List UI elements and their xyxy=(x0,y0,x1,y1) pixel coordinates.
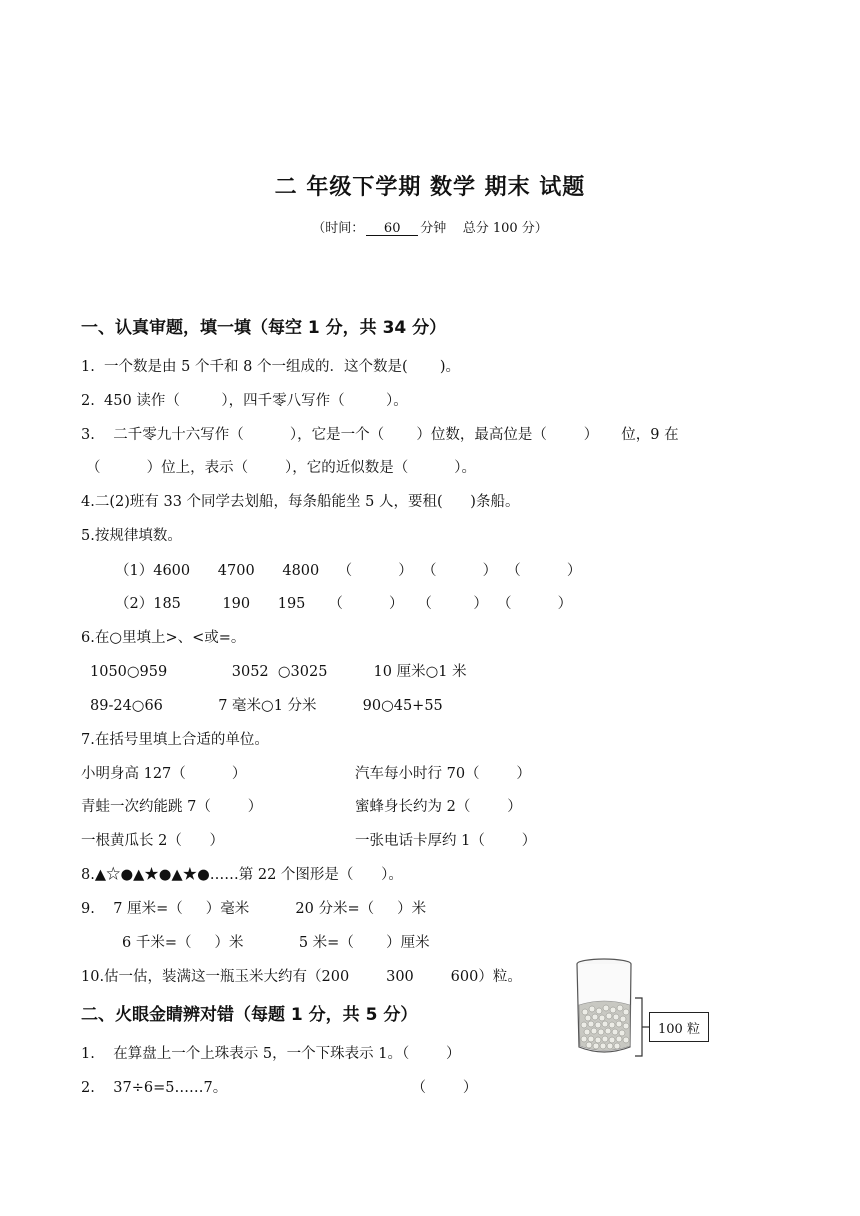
question-5: 5.按规律填数。 xyxy=(81,528,182,544)
question-4: 4.二(2)班有 33 个同学去划船，每条船能坐 5 人，要租( )条船。 xyxy=(81,494,520,510)
question-6: 6.在○里填上>、<或=。 xyxy=(81,630,246,646)
unit-item: 一张电话卡厚约 1（ ） xyxy=(355,833,537,849)
question-6-row-1: 1050○959 3052 ○3025 10 厘米○1 米 xyxy=(90,664,467,680)
jar-count-label: 100 粒 xyxy=(649,1012,709,1042)
question-9: 9. 7 厘米=（ ）毫米 20 分米=（ ）米 xyxy=(81,901,427,917)
unit-item: 一根黄瓜长 2（ ） xyxy=(81,833,224,849)
unit-item: 青蛙一次约能跳 7（ ） xyxy=(81,799,263,815)
question-6-row-2: 89-24○66 7 毫米○1 分米 90○45+55 xyxy=(90,698,443,714)
unit-item: 汽车每小时行 70（ ） xyxy=(355,766,531,782)
question-1: 1. 一个数是由 5 个千和 8 个一组成的．这个数是( )。 xyxy=(81,359,461,375)
exam-info xyxy=(0,222,860,236)
page-title: 二 年级下学期 数学 期末 试题 xyxy=(274,175,586,200)
total-score: 分钟 总分 100 分） xyxy=(420,221,548,236)
question-3: 3. 二千零九十六写作（ ），它是一个（ ）位数，最高位是（ ） 位，9 在 xyxy=(81,427,679,443)
judgment-1: 1. 在算盘上一个上珠表示 5，一个下珠表示 1。（ ） xyxy=(81,1046,461,1062)
section-2-heading: 二、火眼金睛辨对错（每题 1 分，共 5 分） xyxy=(81,1005,418,1025)
unit-item: 蜜蜂身长约为 2（ ） xyxy=(355,799,522,815)
question-5-part-1: （1）4600 4700 4800 （ ） （ ） （ ） xyxy=(115,563,582,579)
time-value: 60 xyxy=(366,222,418,236)
unit-item: 小明身高 127（ ） xyxy=(81,766,247,782)
section-1-heading: 一、认真审题，填一填（每空 1 分，共 34 分） xyxy=(81,318,447,338)
question-10: 10.估一估，装满这一瓶玉米大约有（200 300 600）粒。 xyxy=(81,969,522,985)
time-label: （时间： xyxy=(312,221,365,236)
corn-jar-image xyxy=(575,957,637,1061)
question-3-continued: （ ）位上，表示（ ），它的近似数是（ ）。 xyxy=(86,460,477,476)
judgment-2: 2. 37÷6=5……7。 （ ） xyxy=(81,1080,478,1096)
question-8: 8.▲☆●▲★●▲★●……第 22 个图形是（ ）。 xyxy=(81,867,403,883)
question-9-row-2: 6 千米=（ ）米 5 米=（ ）厘米 xyxy=(122,935,430,951)
question-7: 7.在括号里填上合适的单位。 xyxy=(81,732,269,748)
question-5-part-2: （2）185 190 195 （ ） （ ） （ ） xyxy=(115,596,573,612)
question-2: 2. 450 读作（ ），四千零八写作（ ）。 xyxy=(81,393,408,409)
